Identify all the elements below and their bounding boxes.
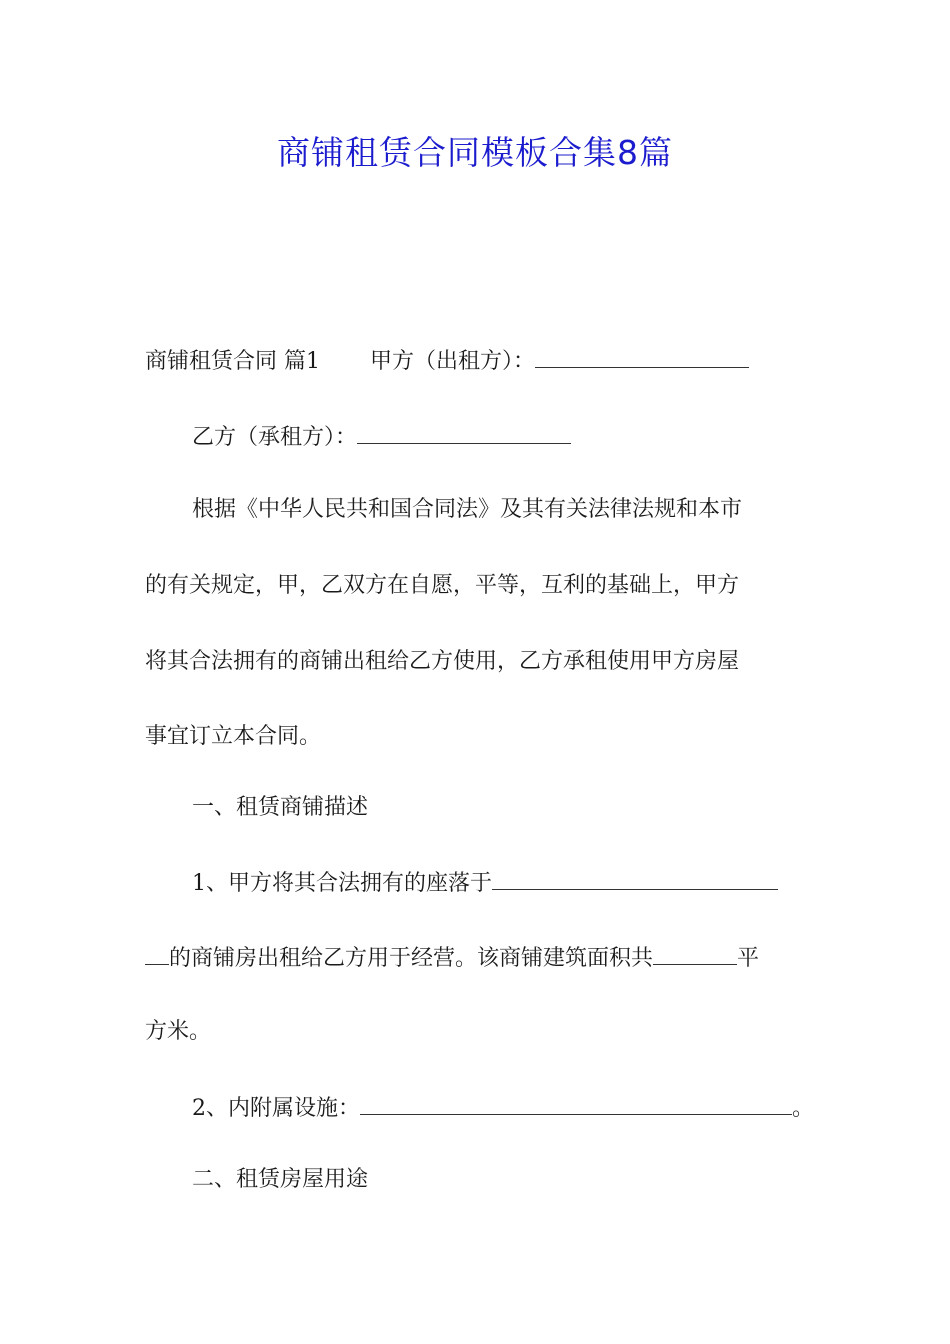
paragraph-line-2: 的有关规定，甲，乙双方在自愿，平等，互利的基础上，甲方 bbox=[145, 573, 740, 598]
item-1-prefix: 1、甲方将其合法拥有的座落于 bbox=[192, 871, 492, 896]
paragraph-line-3: 将其合法拥有的商铺出租给乙方使用，乙方承租使用甲方房屋 bbox=[145, 649, 740, 674]
location-blank-continued[interactable] bbox=[145, 937, 169, 965]
item-2-suffix: 。 bbox=[792, 1096, 815, 1121]
area-blank[interactable] bbox=[653, 937, 737, 965]
item-2-line bbox=[192, 1087, 882, 1129]
item-1-line-3: 方米。 bbox=[145, 1019, 212, 1044]
paragraph-line-4: 事宜订立本合同。 bbox=[145, 724, 322, 749]
location-blank[interactable] bbox=[492, 862, 778, 890]
party-a-blank[interactable] bbox=[535, 340, 749, 368]
item-1-unit: 平 bbox=[737, 946, 760, 971]
party-b-line bbox=[192, 416, 882, 458]
item-2-label: 2、内附属设施： bbox=[192, 1096, 360, 1121]
item-1-line-2 bbox=[145, 937, 835, 979]
item-1-text: 的商铺房出租给乙方用于经营。该商铺建筑面积共 bbox=[169, 946, 654, 971]
party-b-label: 乙方（承租方）： bbox=[192, 425, 358, 450]
item-1-line-1 bbox=[192, 862, 882, 904]
document-title: 商铺租赁合同模板合集8篇 bbox=[277, 133, 673, 172]
paragraph-line-1: 根据《中华人民共和国合同法》及其有关法律法规和本市 bbox=[192, 497, 743, 522]
section-one-heading: 一、租赁商铺描述 bbox=[192, 795, 369, 820]
party-b-blank[interactable] bbox=[357, 416, 571, 444]
party-a-label: 甲方（出租方）： bbox=[370, 349, 536, 374]
section-label: 商铺租赁合同 篇1 bbox=[145, 349, 320, 374]
section-two-heading: 二、租赁房屋用途 bbox=[192, 1167, 369, 1192]
facilities-blank[interactable] bbox=[360, 1087, 792, 1115]
header-line bbox=[145, 340, 835, 382]
